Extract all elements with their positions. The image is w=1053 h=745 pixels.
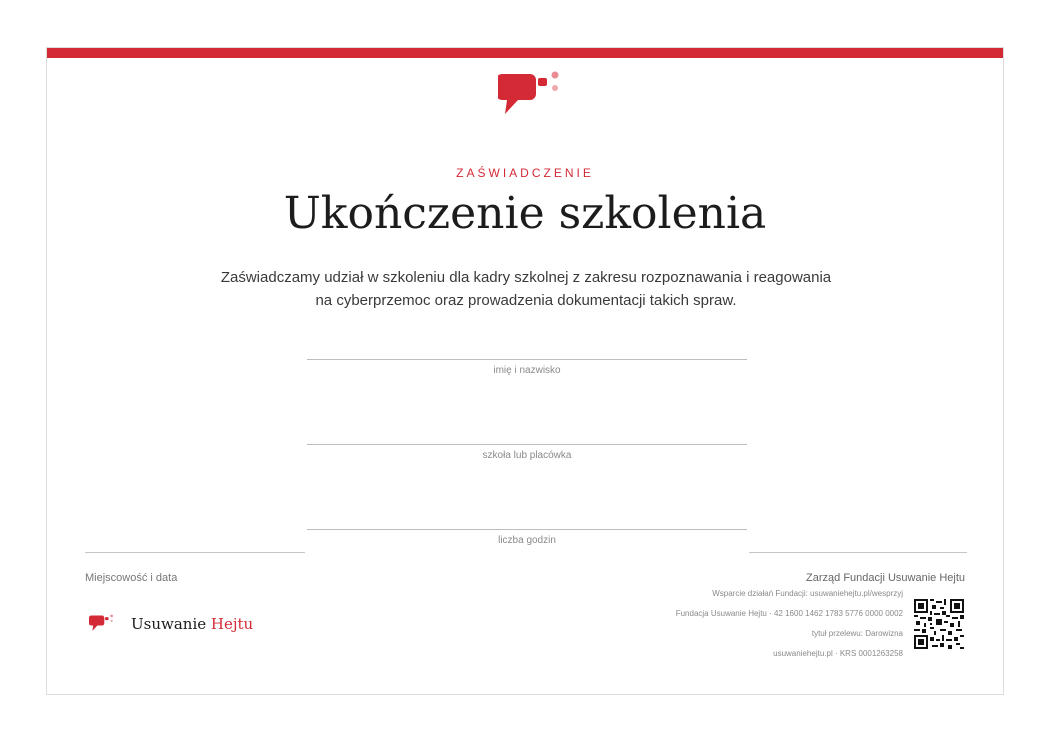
support-line: Fundacja Usuwanie Hejtu · 42 1600 1462 1783 5776 0000 0002 xyxy=(675,609,903,618)
hours-field[interactable] xyxy=(307,529,747,546)
field-caption: liczba godzin xyxy=(498,535,556,546)
certificate-eyebrow: ZAŚWIADCZENIE xyxy=(456,166,594,180)
field-caption: imię i nazwisko xyxy=(493,365,561,376)
signature-line xyxy=(307,444,747,445)
brand-word-accent: Hejtu xyxy=(210,615,254,633)
speech-bubble-logo-icon xyxy=(89,614,115,634)
school-field[interactable] xyxy=(307,444,747,461)
support-line: Wsparcie działań Fundacji: usuwaniehejtu.pl/wesprzyj xyxy=(712,589,903,598)
name-field[interactable] xyxy=(307,359,747,376)
signature-line xyxy=(307,359,747,360)
support-line: tytuł przelewu: Darowizna xyxy=(811,629,903,638)
support-line: usuwaniehejtu.pl · KRS 0001263258 xyxy=(773,649,903,658)
qr-code-icon xyxy=(914,599,964,649)
board-caption: Zarząd Fundacji Usuwanie Hejtu xyxy=(806,572,965,584)
board-signature-line xyxy=(749,552,967,553)
description-line: Zaświadczamy udział w szkoleniu dla kadry szkolnej z zakresu rozpoznawania i reagowania xyxy=(220,269,832,286)
brand-name xyxy=(131,615,253,633)
brand-word: Usuwanie xyxy=(131,615,207,633)
field-caption: szkoła lub placówka xyxy=(482,450,572,461)
brand-logo xyxy=(89,614,253,634)
place-date-line xyxy=(85,552,305,553)
certificate-title: Ukończenie szkolenia xyxy=(283,188,767,239)
top-accent-bar xyxy=(47,48,1003,58)
certificate-description xyxy=(177,266,875,312)
description-line: na cyberprzemoc oraz prowadzenia dokumentacji takich spraw. xyxy=(315,292,737,309)
speech-bubble-logo-icon xyxy=(498,70,562,122)
support-info xyxy=(676,588,903,668)
certificate xyxy=(46,47,1004,695)
place-date-caption: Miejscowość i data xyxy=(85,572,178,584)
signature-line xyxy=(307,529,747,530)
